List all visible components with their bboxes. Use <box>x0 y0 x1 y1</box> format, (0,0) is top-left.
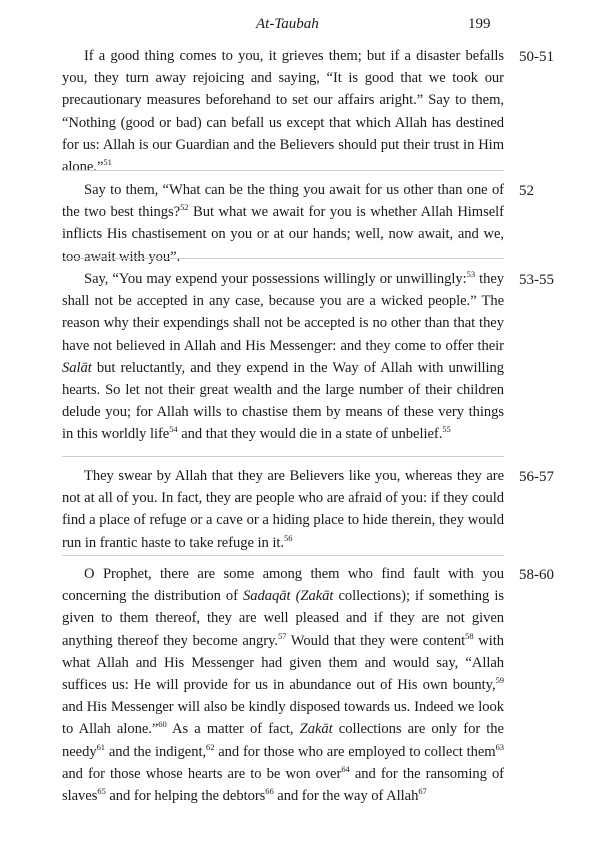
passage-text: They swear by Allah that they are Believers like you, whereas they are not at all of you. In fact, they are people who are afraid of you: if they could find a place of refuge or a cave or a hiding place to hide therein, they would run in frantic haste to take refuge in it.$^{56}$ <box>62 468 504 551</box>
footnote-ref[interactable]: 51 <box>103 157 112 168</box>
footnote-ref[interactable]: 58 <box>465 630 474 641</box>
passage-section <box>62 179 504 268</box>
passage-text: O Prophet, there are some among them who find fault with you concerning the distribution of Sadaqāt (Zakāt collections); if something is given to them thereof, they are well pleased and if they are not given anything thereof they become angry.$^{57}$ Would that they were content$^{58}$ with what Allah and His Messenger had given them and would say, “Allah suffices us: He will provide for us in abundance out of His own bounty,$^{59}$ and His Messenger will also be kindly disposed towards us. Indeed we look to Allah alone.”$^{60}$ As a matter of fact, Zakāt collections are only for the needy$^{61}$ and the indigent,$^{62}$ and for those who are employed to collect them$^{63}$ and for those whose hearts are to be won over$^{64}$ and for the ransoming of slaves$^{65}$ and for helping the debtors$^{66}$ and for the way of Allah$^{67}$ <box>62 566 504 805</box>
section-divider <box>62 170 504 171</box>
page-number: 199 <box>468 16 491 32</box>
footnote-ref[interactable]: 66 <box>265 786 274 797</box>
verse-reference: 53-55 <box>519 272 554 288</box>
footnote-ref[interactable]: 56 <box>284 532 293 543</box>
footnote-ref[interactable]: 57 <box>277 630 287 641</box>
section-divider <box>62 258 504 259</box>
passage-section <box>62 268 504 446</box>
verse-reference: 50-51 <box>519 49 554 65</box>
passage-section <box>62 45 504 178</box>
passage-section <box>62 563 504 807</box>
footnote-ref[interactable]: 60 <box>158 719 167 730</box>
footnote-ref[interactable]: 55 <box>442 424 451 435</box>
footnote-ref[interactable]: 63 <box>495 741 504 752</box>
running-title: At-Taubah <box>256 16 319 32</box>
footnote-ref[interactable]: 59 <box>495 675 504 686</box>
passage-text: Say, “You may expend your possessions willingly or unwillingly:$^{53}$ they shall not be accepted in any case, because you are a wicked people.” The reason why their expendings shall not be accepted is no other than that they have not believed in Allah and His Messenger: and they come to offer their Salāt but reluctantly, and they expend in the Way of Allah with unwilling hearts. So let not their great wealth and the large number of their children delude you; for Allah wills to chastise them by means of these very things in this worldly life$^{54}$ and that they would die in a state of unbelief.$^{55}$ <box>62 269 504 443</box>
passage-text: Say to them, “What can be the thing you await for us other than one of the two best things?$^{52}$ But what we await for you is whether Allah Himself inflicts His chastisement on you or at our hands; well, now await, and we, too await with you”. <box>62 182 504 265</box>
footnote-ref[interactable]: 65 <box>97 786 106 797</box>
footnote-ref[interactable]: 53 <box>466 269 476 279</box>
footnote-ref[interactable]: 64 <box>341 763 350 774</box>
footnote-ref[interactable]: 62 <box>206 741 215 752</box>
passage-section <box>62 465 504 554</box>
footnote-ref[interactable]: 52 <box>180 202 189 213</box>
verse-reference: 52 <box>519 183 534 199</box>
footnote-ref[interactable]: 61 <box>96 741 106 752</box>
verse-reference: 58-60 <box>519 567 554 583</box>
passage-text: If a good thing comes to you, it grieves them; but if a disaster befalls you, they turn away rejoicing and saying, “It is good that we took our precautionary measures beforehand to set our affairs aright.” Say to them, “Nothing (good or bad) can befall us except that which Allah has destined for us: Allah is our Guardian and the Believers should put their trust in Him alone.”$^{51}$ <box>62 48 504 176</box>
footnote-ref[interactable]: 54 <box>169 424 178 435</box>
section-divider <box>62 456 504 457</box>
verse-reference: 56-57 <box>519 469 554 485</box>
section-divider <box>62 555 504 556</box>
footnote-ref[interactable]: 67 <box>418 786 427 797</box>
